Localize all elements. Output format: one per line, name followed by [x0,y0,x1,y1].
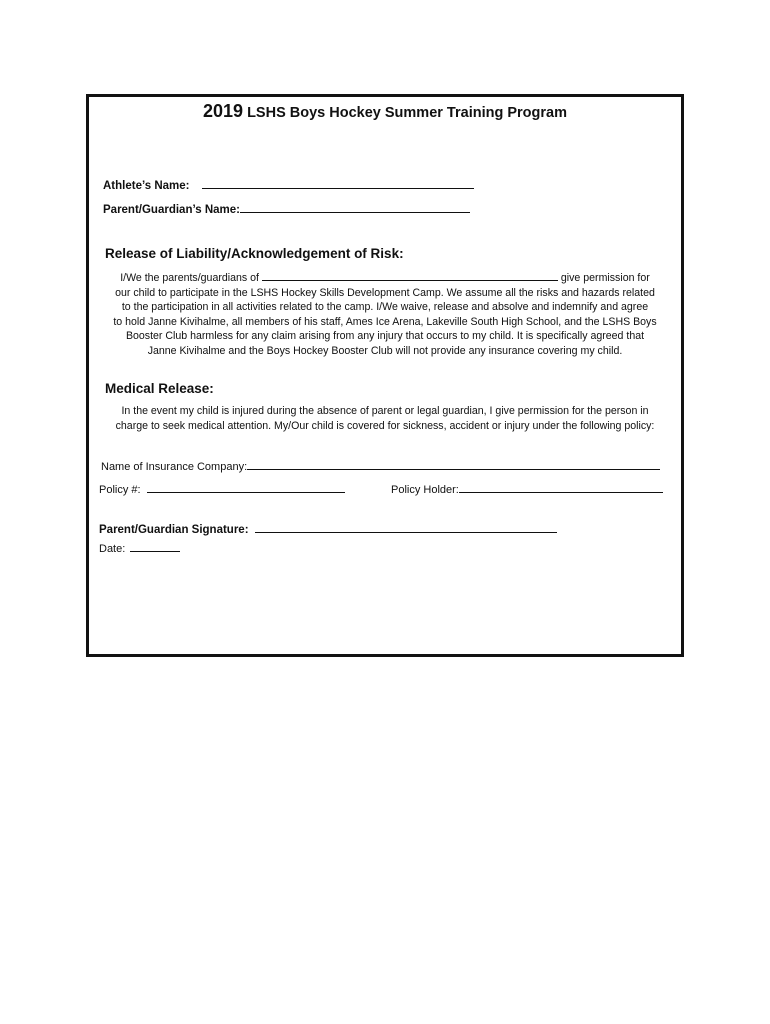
policy-holder-field[interactable] [459,482,663,493]
policy-number-label: Policy #: [99,484,141,496]
policy-holder-row [391,482,663,496]
guardian-name-label: Parent/Guardian’s Name: [103,204,240,216]
insurance-company-field[interactable] [247,459,660,470]
release-line: our child to participate in the LSHS Hockey Skills Development Camp. We assume all the risks and hazards related [115,286,655,299]
waiver-form [86,94,684,657]
medical-line: In the event my child is injured during the absence of parent or legal guardian, I give permission for the person in [121,405,649,417]
release-heading: Release of Liability/Acknowledgement of Risk: [105,246,404,261]
release-intro-text: I/We the parents/guardians of [120,272,259,284]
form-title-year: 2019 [203,101,244,121]
guardian-name-field[interactable] [240,202,470,213]
date-row [99,541,180,555]
signature-label: Parent/Guardian Signature: [99,524,249,536]
medical-line: charge to seek medical attention. My/Our child is covered for sickness, accident or injury under the following policy: [115,419,655,432]
child-name-field[interactable] [262,270,558,281]
policy-number-row [99,482,345,496]
insurance-company-label: Name of Insurance Company: [101,461,248,473]
release-line: Janne Kivihalme and the Boys Hockey Booster Club will not provide any insurance covering my child. [147,344,623,357]
form-title-text: LSHS Boys Hockey Summer Training Program [243,105,567,121]
insurance-company-row [101,459,660,473]
release-paragraph [93,270,677,359]
date-label: Date: [99,543,126,555]
date-field[interactable] [130,541,180,552]
release-first-line [93,270,677,286]
release-line: Booster Club harmless for any claim arising from any injury that occurs to my child. It is specifically agreed that [125,330,645,343]
signature-row [99,520,557,538]
athlete-name-label: Athlete’s Name: [103,180,190,192]
athlete-name-field[interactable] [202,178,474,189]
form-title [89,101,681,122]
policy-number-field[interactable] [147,482,345,493]
athlete-name-row [103,176,474,194]
release-line: to hold Janne Kivihalme, all members of his staff, Ames Ice Arena, Lakeville South High School, and the LSHS Boys [113,315,657,328]
release-permission-text: give permission for [560,272,650,284]
guardian-name-row [103,200,470,218]
release-line: to the participation in all activities related to the camp. I/We waive, release and absolve and indemnify and agree [121,301,649,314]
signature-field[interactable] [255,522,557,533]
medical-paragraph [91,404,679,433]
medical-heading: Medical Release: [105,381,214,396]
policy-holder-label: Policy Holder: [391,484,459,496]
